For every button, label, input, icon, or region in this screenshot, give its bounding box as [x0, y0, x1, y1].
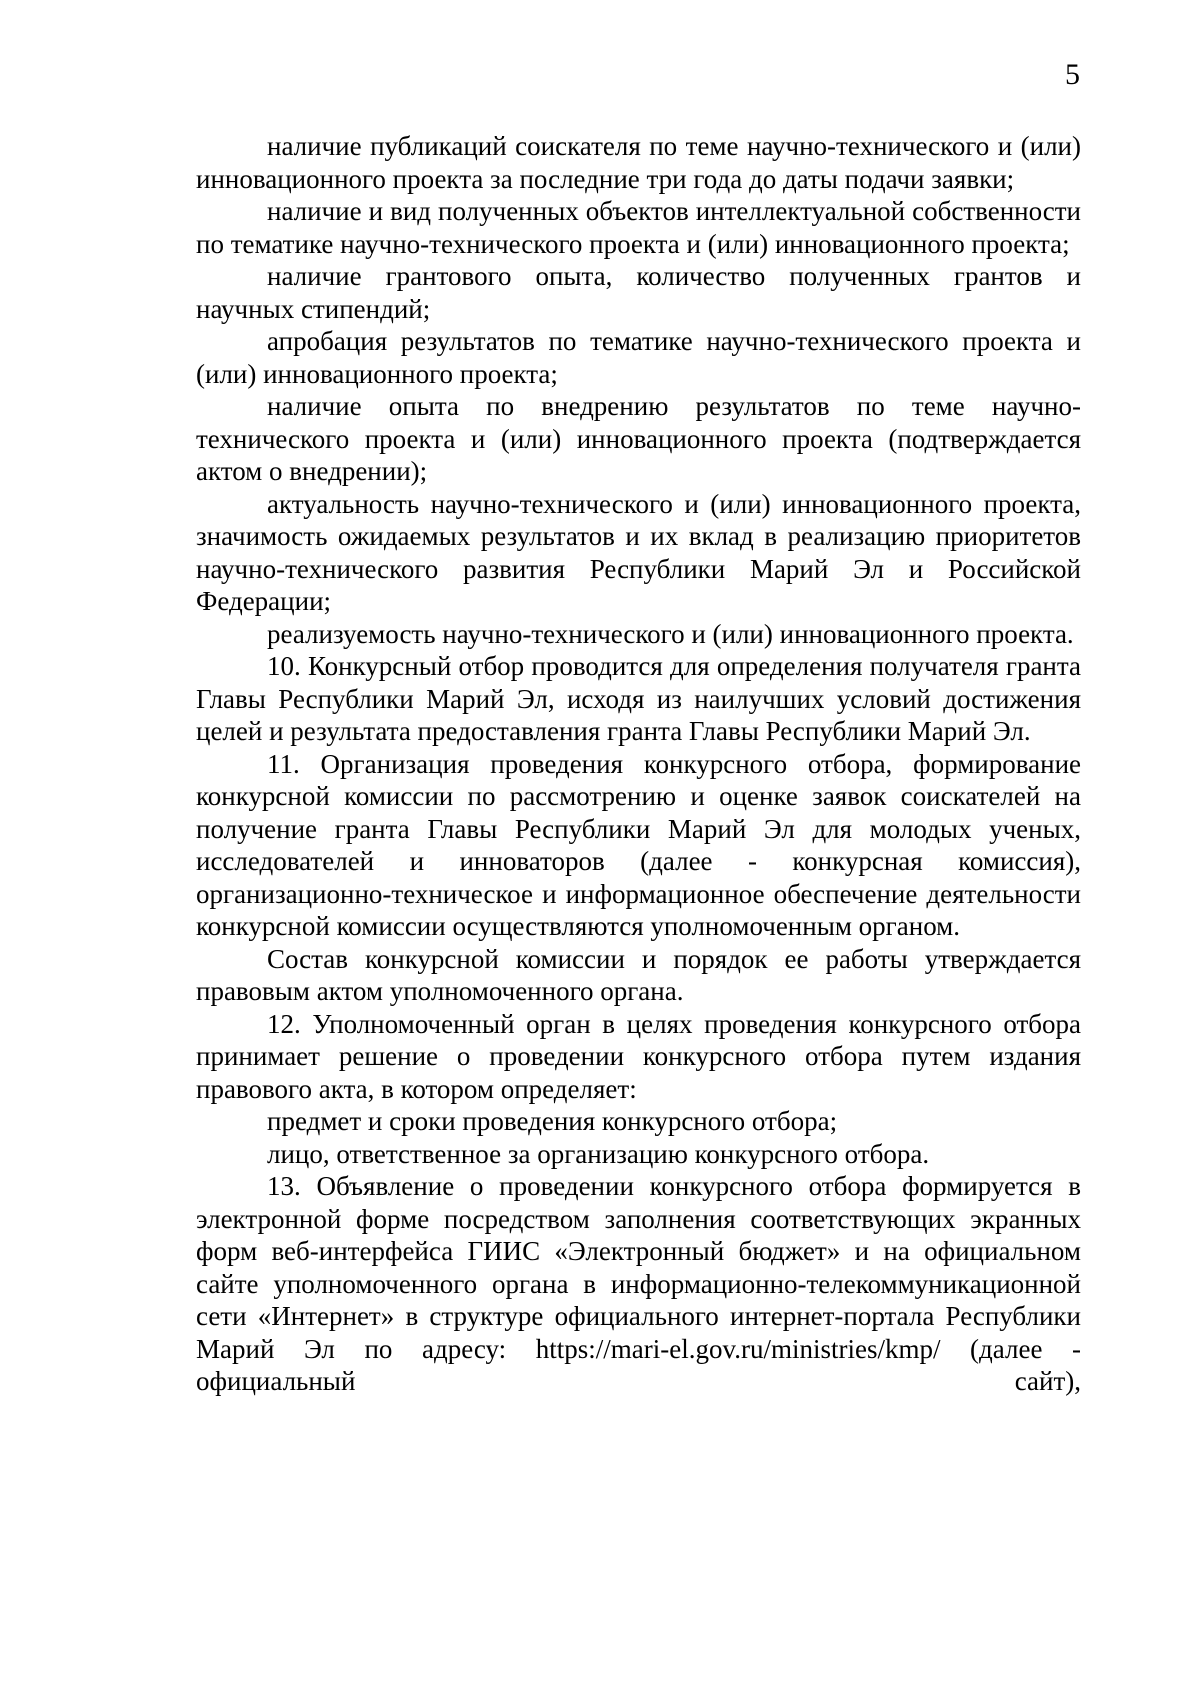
paragraph-commission-composition: Состав конкурсной комиссии и порядок ее работы утверждается правовым актом уполномоченного органа.: [196, 943, 1081, 1006]
paragraph-item-11: 11. Организация проведения конкурсного отбора, формирование конкурсной комиссии по рассмотрению и оценке заявок соискателей на получение гранта Главы Республики Марий Эл для молодых ученых, исследователей и инноваторов (далее - конкурсная комиссия), организационно-техническое и информационное обеспечение деятельности конкурсной комиссии осуществляются уполномоченным органом.: [196, 748, 1081, 941]
paragraph-approbation: апробация результатов по тематике научно-технического проекта и (или) инновационного проекта;: [196, 326, 1081, 389]
paragraph-implementation-experience: наличие опыта по внедрению результатов по теме научно-технического проекта и (или) инновационного проекта (подтверждается актом о внедрении);: [196, 391, 1081, 486]
paragraph-grant-experience: наличие грантового опыта, количество полученных грантов и научных стипендий;: [196, 261, 1081, 324]
paragraph-responsible-person: лицо, ответственное за организацию конкурсного отбора.: [267, 1138, 930, 1169]
document-body: [196, 130, 1081, 1398]
paragraph-intellectual-property: наличие и вид полученных объектов интеллектуальной собственности по тематике научно-технического проекта и (или) инновационного проекта;: [196, 196, 1081, 259]
paragraph-item-13: 13. Объявление о проведении конкурсного отбора формируется в электронной форме посредством заполнения соответствующих экранных форм веб-интерфейса ГИИС «Электронный бюджет» и на официальном сайте уполномоченного органа в информационно-телекоммуникационной сети «Интернет» в структуре официального интернет-портала Республики Марий Эл по адресу: https://mari-el.gov.ru/ministries/kmp/ (далее - официальный сайт),: [196, 1171, 1081, 1396]
paragraph-feasibility: реализуемость научно-технического и (или) инновационного проекта.: [267, 618, 1074, 649]
paragraph-relevance: актуальность научно-технического и (или) инновационного проекта, значимость ожидаемых результатов и их вклад в реализацию приоритетов научно-технического развития Республики Марий Эл и Российской Федерации;: [196, 488, 1081, 616]
paragraph-publications: наличие публикаций соискателя по теме научно-технического и (или) инновационного проекта за последние три года до даты подачи заявки;: [196, 131, 1081, 194]
paragraph-item-10: 10. Конкурсный отбор проводится для определения получателя гранта Главы Республики Марий Эл, исходя из наилучших условий достижения целей и результата предоставления гранта Главы Республики Марий Эл.: [196, 651, 1081, 746]
paragraph-subject-and-dates: предмет и сроки проведения конкурсного отбора;: [267, 1106, 838, 1136]
page-number: 5: [1065, 58, 1080, 91]
paragraph-item-12: 12. Уполномоченный орган в целях проведения конкурсного отбора принимает решение о проведении конкурсного отбора путем издания правового акта, в котором определяет:: [196, 1008, 1081, 1104]
